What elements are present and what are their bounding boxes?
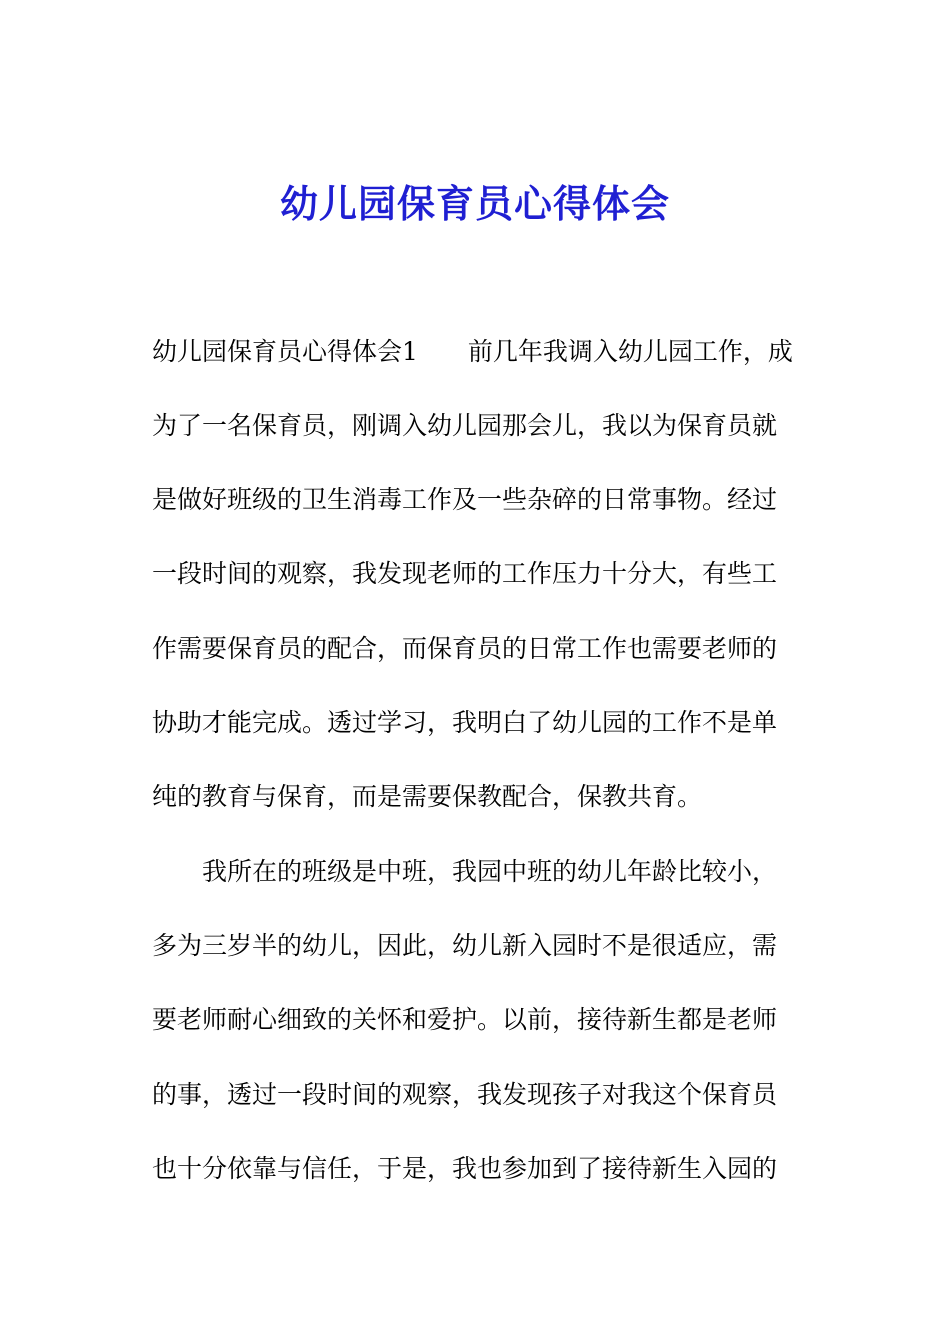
text-line: 多为三岁半的幼儿，因此，幼儿新入园时不是很适应，需 (152, 931, 778, 960)
text-line: 一段时间的观察，我发现老师的工作压力十分大，有些工 (152, 559, 778, 588)
text-line: 为了一名保育员，刚调入幼儿园那会儿，我以为保育员就 (152, 411, 778, 440)
text-line: 幼儿园保育员心得体会1 前几年我调入幼儿园工作，成 (152, 337, 793, 366)
text-line: 作需要保育员的配合，而保育员的日常工作也需要老师的 (152, 634, 778, 663)
text-line: 要老师耐心细致的关怀和爱护。以前，接待新生都是老师 (152, 1005, 778, 1034)
text-line: 也十分依靠与信任，于是，我也参加到了接待新生入园的 (152, 1154, 778, 1183)
document-title: 幼儿园保育员心得体会 (279, 181, 670, 226)
text-line: 我所在的班级是中班，我园中班的幼儿年龄比较小， (152, 857, 778, 886)
text-line: 是做好班级的卫生消毒工作及一些杂碎的日常事物。经过 (152, 485, 778, 514)
text-line: 的事，透过一段时间的观察，我发现孩子对我这个保育员 (152, 1080, 778, 1109)
text-line: 协助才能完成。透过学习，我明白了幼儿园的工作不是单 (152, 708, 778, 737)
text-line: 纯的教育与保育，而是需要保教配合，保教共育。 (152, 782, 703, 811)
